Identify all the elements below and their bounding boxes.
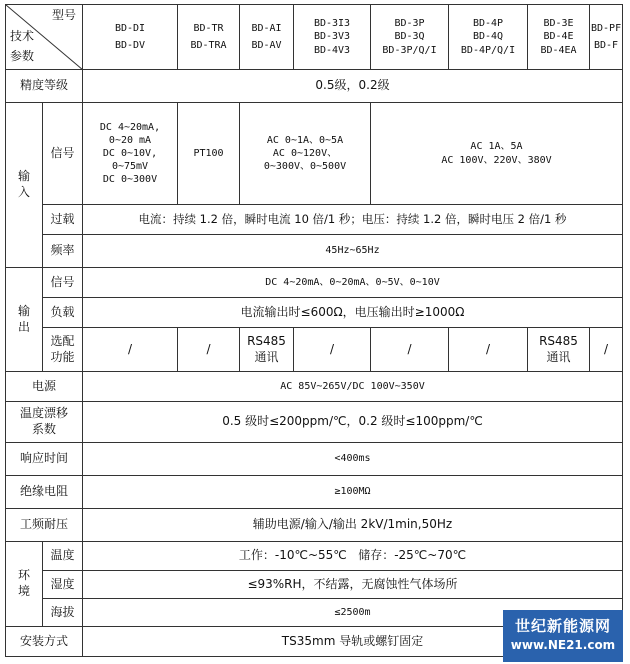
input-frequency-label: 频率 xyxy=(43,235,83,268)
env-temperature-value: 工作：-10℃~55℃ 储存：-25℃~70℃ xyxy=(83,542,623,571)
optional-cell-5: / xyxy=(371,328,449,372)
optional-cell-1: / xyxy=(83,328,178,372)
input-overload-value: 电流：持续 1.2 倍，瞬时电流 10 倍/1 秒；电压：持续 1.2 倍，瞬时电压 2 倍/1 秒 xyxy=(83,205,623,235)
response-value: <400ms xyxy=(83,443,623,476)
env-altitude-value: ≤2500m xyxy=(83,599,623,627)
temp-drift-row xyxy=(6,402,623,443)
env-humidity-row xyxy=(6,571,623,599)
model-cell-pf-f: BD-PF BD-F xyxy=(590,5,623,70)
power-value: AC 85V~265V/DC 100V~350V xyxy=(83,372,623,402)
model-cell-3p-3q: BD-3P BD-3Q BD-3P/Q/I xyxy=(371,5,449,70)
optional-cell-8: / xyxy=(590,328,623,372)
input-overload-label: 过载 xyxy=(43,205,83,235)
power-row xyxy=(6,372,623,402)
corner-tech-label: 技术 xyxy=(10,29,35,43)
output-load-value: 电流输出时≤600Ω，电压输出时≥1000Ω xyxy=(83,298,623,328)
temp-drift-label: 温度漂移 系数 xyxy=(6,402,83,443)
env-humidity-label: 湿度 xyxy=(43,571,83,599)
optional-cell-4: / xyxy=(294,328,371,372)
watermark-site-url: www.NE21.com xyxy=(510,638,616,652)
insulation-value: ≥100MΩ xyxy=(83,476,623,509)
input-group-label: 输 入 xyxy=(6,103,43,268)
accuracy-value: 0.5级，0.2级 xyxy=(83,70,623,103)
input-signal-pt100: PT100 xyxy=(178,103,240,205)
corner-param-label: 参数 xyxy=(10,49,35,63)
input-signal-ac-power: AC 1A、5A AC 100V、220V、380V xyxy=(371,103,623,205)
output-load-label: 负载 xyxy=(43,298,83,328)
output-optional-row xyxy=(6,328,623,372)
model-header-row xyxy=(6,5,623,70)
input-signal-dc: DC 4~20mA, 0~20 mA DC 0~10V, 0~75mV DC 0~300V xyxy=(83,103,178,205)
corner-model-label: 型号 xyxy=(51,8,76,22)
input-overload-row xyxy=(6,205,623,235)
response-label: 响应时间 xyxy=(6,443,83,476)
env-temperature-row xyxy=(6,542,623,571)
accuracy-row xyxy=(6,70,623,103)
power-label: 电源 xyxy=(6,372,83,402)
withstand-row xyxy=(6,509,623,542)
environment-group-label: 环 境 xyxy=(6,542,43,627)
mounting-value: TS35mm 导轨或螺钉固定 xyxy=(83,627,623,657)
mounting-label: 安装方式 xyxy=(6,627,83,657)
site-watermark xyxy=(503,610,623,662)
spec-table xyxy=(5,4,623,657)
watermark-site-name: 世纪新能源网 xyxy=(514,617,611,635)
output-signal-row xyxy=(6,268,623,298)
model-cell-3i3-3v3-4v3: BD-3I3 BD-3V3 BD-4V3 xyxy=(294,5,371,70)
header-corner-cell xyxy=(6,5,83,70)
insulation-row xyxy=(6,476,623,509)
output-signal-value: DC 4~20mA、0~20mA、0~5V、0~10V xyxy=(83,268,623,298)
input-frequency-row xyxy=(6,235,623,268)
output-load-row xyxy=(6,298,623,328)
model-cell-ai-av: BD-AI BD-AV xyxy=(240,5,294,70)
temp-drift-value: 0.5 级时≤200ppm/℃，0.2 级时≤100ppm/℃ xyxy=(83,402,623,443)
output-group-label: 输 出 xyxy=(6,268,43,372)
insulation-label: 绝缘电阻 xyxy=(6,476,83,509)
input-signal-row xyxy=(6,103,623,205)
optional-cell-6: / xyxy=(449,328,528,372)
optional-cell-3: RS485 通讯 xyxy=(240,328,294,372)
withstand-label: 工频耐压 xyxy=(6,509,83,542)
input-signal-label: 信号 xyxy=(43,103,83,205)
model-cell-3e-4e: BD-3E BD-4E BD-4EA xyxy=(528,5,590,70)
optional-cell-7: RS485 通讯 xyxy=(528,328,590,372)
env-temperature-label: 温度 xyxy=(43,542,83,571)
model-cell-di-dv: BD-DI BD-DV xyxy=(83,5,178,70)
optional-cell-2: / xyxy=(178,328,240,372)
input-frequency-value: 45Hz~65Hz xyxy=(83,235,623,268)
model-cell-4p-4q: BD-4P BD-4Q BD-4P/Q/I xyxy=(449,5,528,70)
withstand-value: 辅助电源/输入/输出 2kV/1min,50Hz xyxy=(83,509,623,542)
input-signal-ac-ai: AC 0~1A、0~5A AC 0~120V、 0~300V、0~500V xyxy=(240,103,371,205)
response-row xyxy=(6,443,623,476)
env-humidity-value: ≤93%RH，不结露，无腐蚀性气体场所 xyxy=(83,571,623,599)
output-optional-label: 选配 功能 xyxy=(43,328,83,372)
model-cell-tr-tra: BD-TR BD-TRA xyxy=(178,5,240,70)
output-signal-label: 信号 xyxy=(43,268,83,298)
accuracy-label: 精度等级 xyxy=(6,70,83,103)
env-altitude-label: 海拔 xyxy=(43,599,83,627)
